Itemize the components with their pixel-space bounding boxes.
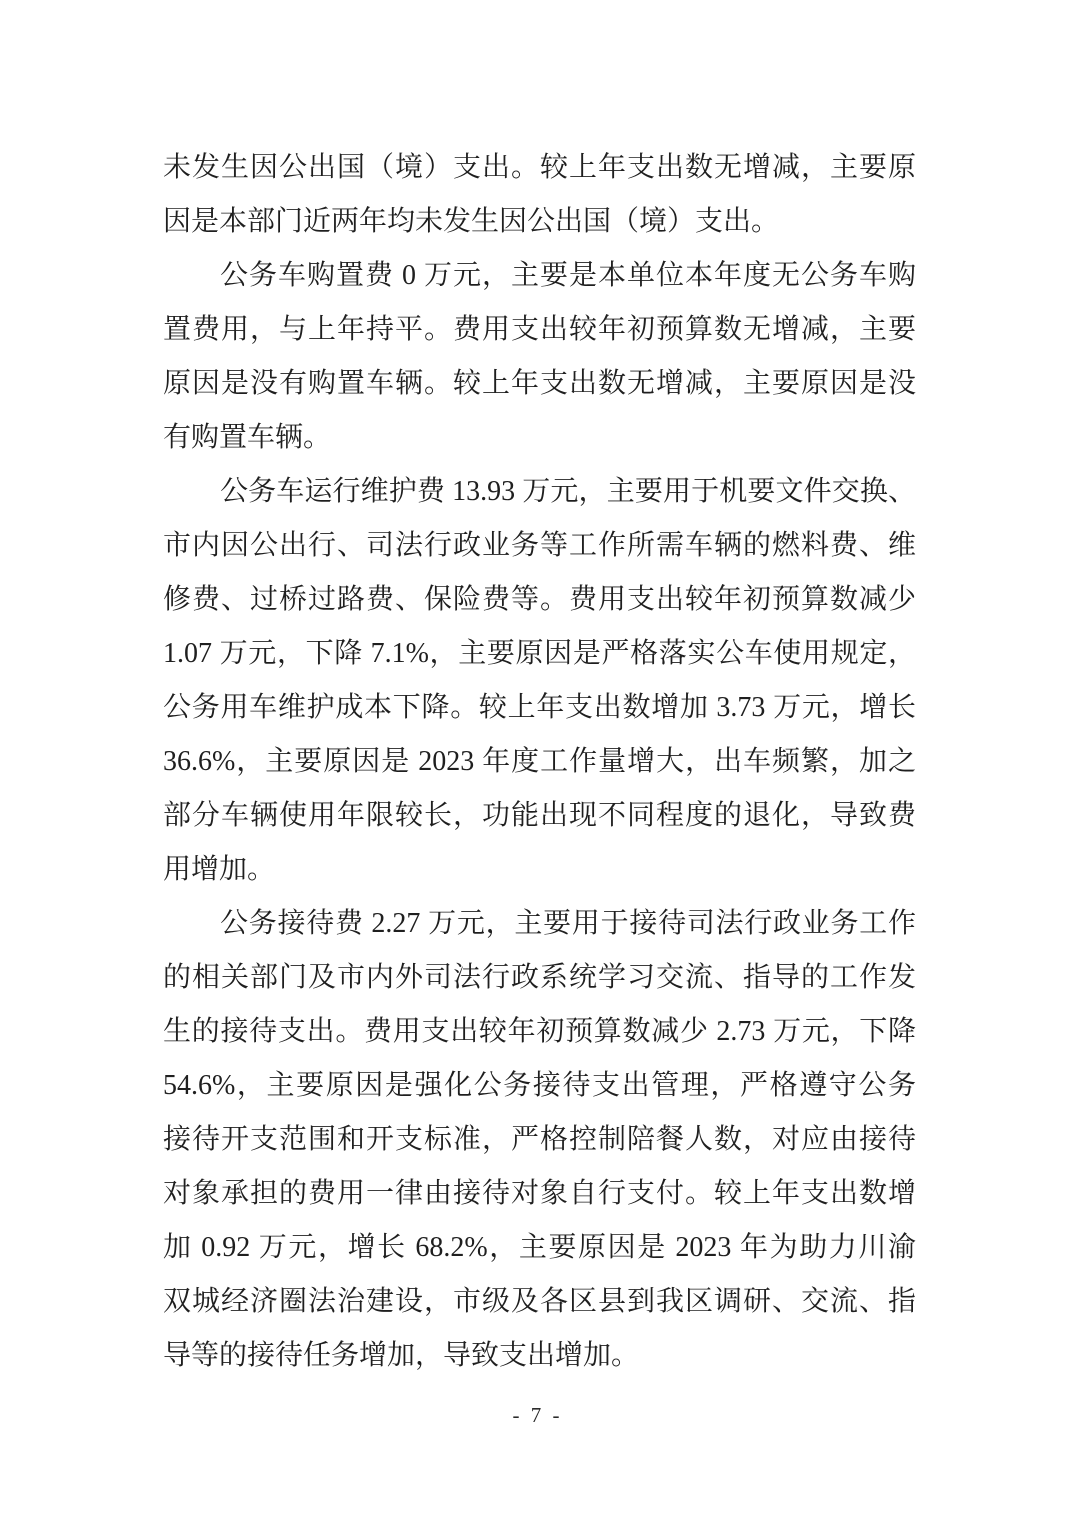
- page-number: - 7 -: [512, 1403, 563, 1427]
- text-line: 1.07 万元，下降 7.1%，主要原因是严格落实公车使用规定，: [163, 638, 916, 669]
- text-line: 公务接待费 2.27 万元，主要用于接待司法行政业务工作: [220, 908, 916, 939]
- text-block: [163, 141, 916, 1383]
- text-line: 用增加。: [163, 854, 276, 885]
- text-line: 加 0.92 万元，增长 68.2%，主要原因是 2023 年为助力川渝: [163, 1232, 916, 1263]
- text-line: 公务车购置费 0 万元，主要是本单位本年度无公务车购: [220, 260, 916, 291]
- text-line: 有购置车辆。: [163, 422, 332, 453]
- text-line: 原因是没有购置车辆。较上年支出数无增减，主要原因是没: [163, 368, 916, 399]
- text-line: 导等的接待任务增加，导致支出增加。: [163, 1340, 640, 1371]
- text-line: 对象承担的费用一律由接待对象自行支付。较上年支出数增: [163, 1178, 916, 1209]
- text-line: 修费、过桥过路费、保险费等。费用支出较年初预算数减少: [163, 584, 916, 615]
- text-line: 部分车辆使用年限较长，功能出现不同程度的退化，导致费: [163, 800, 916, 831]
- text-line: 置费用，与上年持平。费用支出较年初预算数无增减，主要: [163, 314, 916, 345]
- text-line: 接待开支范围和开支标准，严格控制陪餐人数，对应由接待: [163, 1124, 916, 1155]
- text-line: 公务车运行维护费 13.93 万元，主要用于机要文件交换、: [220, 476, 916, 507]
- text-line: 因是本部门近两年均未发生因公出国（境）支出。: [163, 206, 780, 237]
- text-line: 双城经济圈法治建设，市级及各区县到我区调研、交流、指: [163, 1286, 916, 1317]
- text-line: 36.6%，主要原因是 2023 年度工作量增大，出车频繁，加之: [163, 746, 916, 777]
- text-line: 的相关部门及市内外司法行政系统学习交流、指导的工作发: [163, 962, 916, 993]
- text-line: 公务用车维护成本下降。较上年支出数增加 3.73 万元，增长: [163, 692, 916, 723]
- text-line: 54.6%，主要原因是强化公务接待支出管理，严格遵守公务: [163, 1070, 916, 1101]
- text-line: 未发生因公出国（境）支出。较上年支出数无增减，主要原: [163, 152, 916, 183]
- text-line: 生的接待支出。费用支出较年初预算数减少 2.73 万元，下降: [163, 1016, 916, 1047]
- text-line: 市内因公出行、司法行政业务等工作所需车辆的燃料费、维: [163, 530, 916, 561]
